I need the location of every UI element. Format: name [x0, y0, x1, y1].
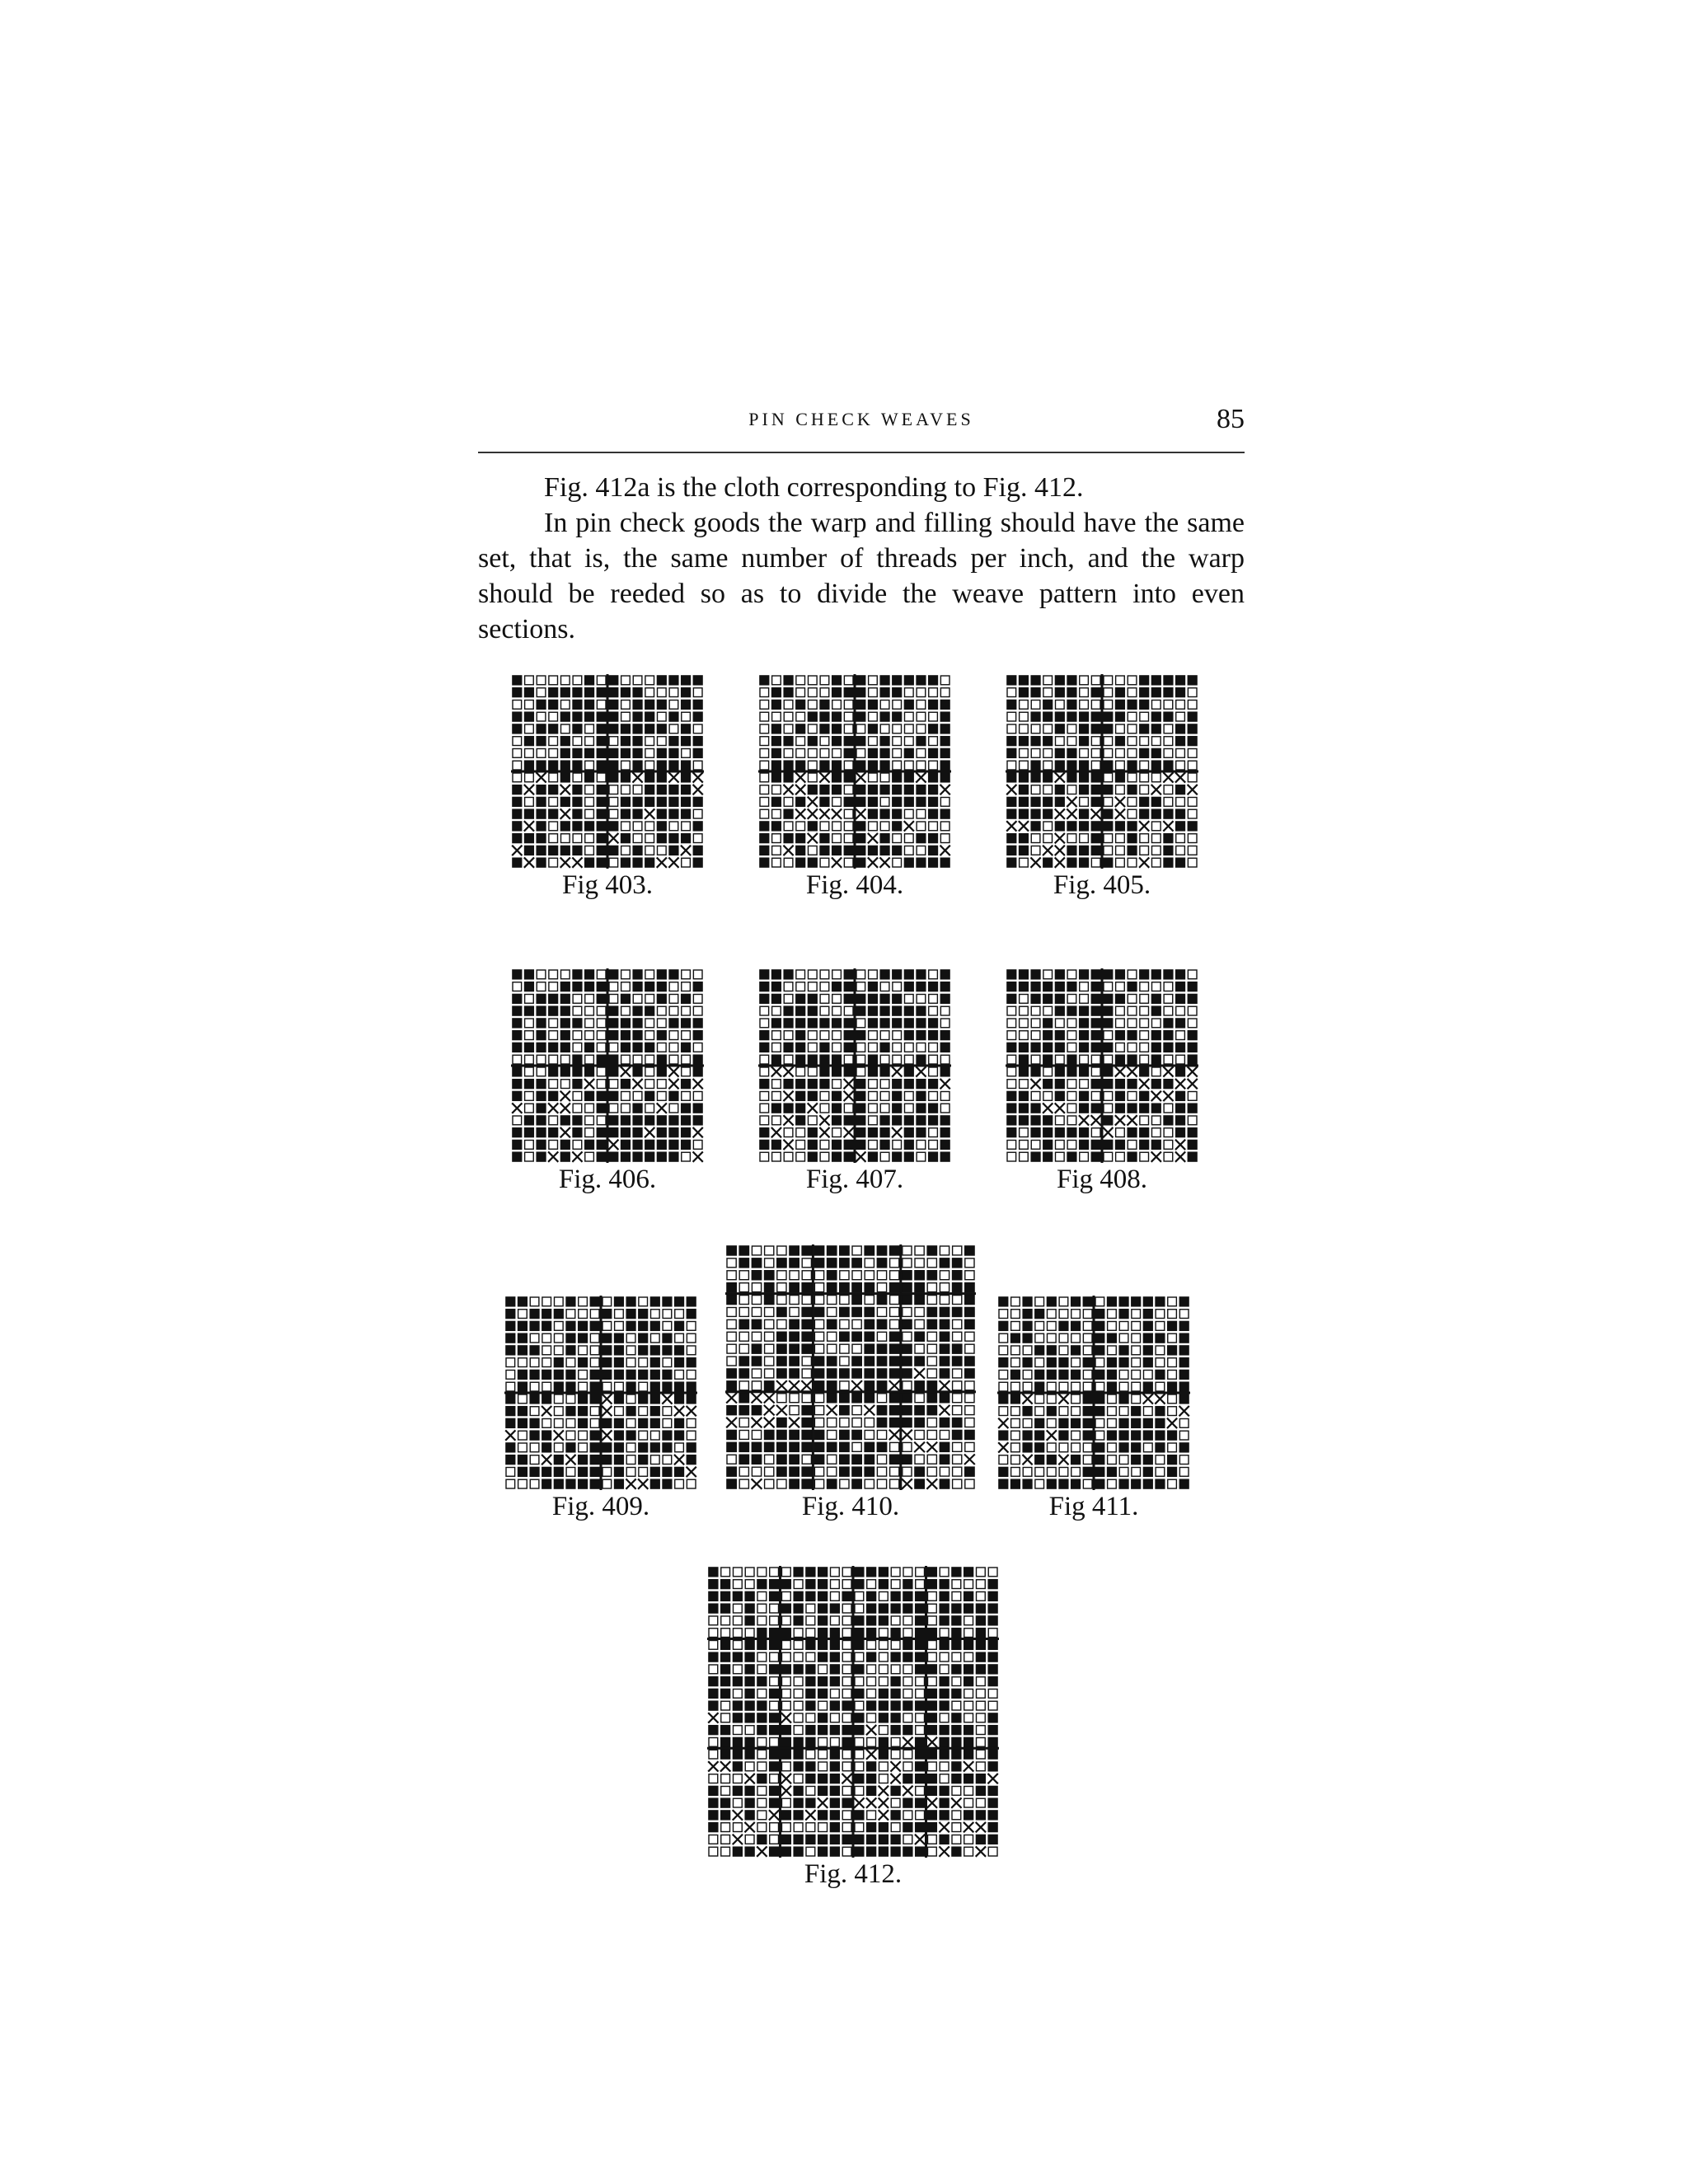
figure-405 — [1006, 674, 1198, 900]
figure-403 — [511, 674, 704, 900]
weave-diagram — [725, 1244, 976, 1490]
weave-diagram — [758, 674, 951, 869]
figure-caption: Fig 408. — [1056, 1165, 1148, 1194]
weave-diagram — [997, 1296, 1190, 1490]
running-head — [478, 404, 1245, 445]
figure-411 — [997, 1296, 1190, 1521]
figure-406 — [511, 968, 704, 1194]
body-text — [478, 470, 1245, 647]
weave-diagram — [1006, 968, 1198, 1163]
paragraph-1: Fig. 412a is the cloth corresponding to Fig. 412. — [544, 472, 1084, 503]
figure-caption: Fig. 412. — [804, 1859, 903, 1889]
figure-407 — [758, 968, 951, 1194]
weave-diagram — [511, 968, 704, 1163]
paragraph-2: In pin check goods the warp and filling should have the same set, that is, the same number of threads per inch, and the warp should be reeded so as to divide the weave pattern into even sections. — [478, 508, 1245, 644]
figure-409 — [504, 1296, 697, 1521]
figure-caption: Fig. 410. — [801, 1492, 900, 1521]
figure-caption: Fig 403. — [561, 870, 654, 900]
figure-caption: Fig. 407. — [805, 1165, 904, 1194]
figure-caption: Fig. 409. — [551, 1492, 650, 1521]
running-title: PIN CHECK WEAVES — [748, 409, 974, 429]
weave-diagram — [707, 1566, 999, 1858]
header-rule — [478, 452, 1245, 453]
weave-diagram — [758, 968, 951, 1163]
figure-caption: Fig. 406. — [558, 1165, 657, 1194]
figure-410 — [725, 1244, 976, 1521]
page-number: 85 — [1217, 404, 1245, 434]
figure-404 — [758, 674, 951, 900]
weave-diagram — [511, 674, 704, 869]
figure-408 — [1006, 968, 1198, 1194]
figure-caption: Fig. 405. — [1053, 870, 1151, 900]
weave-diagram — [1006, 674, 1198, 869]
figure-412 — [707, 1566, 999, 1896]
weave-diagram — [504, 1296, 697, 1490]
figure-caption: Fig. 404. — [805, 870, 904, 900]
figure-caption: Fig 411. — [1048, 1492, 1139, 1521]
